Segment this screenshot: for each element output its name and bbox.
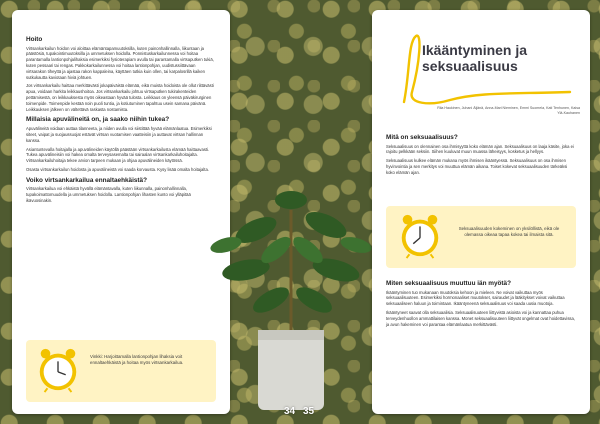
paragraph: Apuvälineitä voidaan auttaa tilanneeta, ja niiden avulla voi siistittää hyvää elämänlaatua. Esimerkiksi siteet, vaipat ja suojaussuojat estävät virtsan vuotamisen vaatteisiin ja auttavat virtsan hallinnan kanssa. <box>26 126 212 143</box>
paragraph: Jos virtsankarkailu haittaa merkittävästi jokapäiväistä elämää, eikä muista hoidoista ole ollut riittävästi apua, voidaan harkita leikkaushoitoa. Jos virtsankarkailu johtuu virtsaputken tukirakenteiden pettämisestä, on leikkauksesta myös oikeastaan hyvää tulosta. Leikkaus on yleensä päiväkirurginen toimenpide. Toimenpide kestää noin puoli tuntia, ja kotiutuminen tapahtuu usein samana päivänä. Leikkauksen jälkeen on vältettävä raskasta nostamista. <box>26 83 214 112</box>
info-caption: Seksuaalisuuden kokeminen on yksilöllistä, eikä ole olemassa oikeaa tapaa kokea tai ilmaista sitä. <box>458 226 560 238</box>
paragraph: Osasta virtsankarkailun hoidosta ja apuvälineistä voi saada korvausta. Kysy lisää omalta hoitajalta. <box>26 166 209 172</box>
article-authors: Riia Haukinen, Juhani Äijänä, Anna-Mari Nieminen, Emmi Suomela, Kati Tenhunen, Kaisa Ylä-Kauhanen <box>437 106 580 116</box>
paragraph: Seksuaalisuus on olennainen osa ihmisyyttä koko elämän ajan. Seksuaalisuus on laaja käsite, joka ei rajoitu pelkkään seksiin. Siihen kuuluvat muun muassa läheisyys, kosketus ja hellyys. <box>386 143 574 155</box>
heading-mita-on: Mitä on seksuaalisuus? <box>386 134 458 141</box>
right-page <box>372 10 590 414</box>
heading-miten-muuttuu: Miten seksuaalisuus muuttuu iän myötä? <box>386 280 511 287</box>
paragraph: Virtsankarkailun hoidon voi aloittaa elämäntapamuutoksilla, kuten painonhallinnalla, liikuntaan ja päästösiä, tupakointimuutoksilla ja ummetuksen hoidolla. Ponnistuskarkailunnessa voi hoitaa parantamalla lantionpohjalihaksia esimerkiksi fysioterapiam avulla tai parantamalla virtsaputken tukiä, kuten pessaari tai rengas. Pakkokarkailunnessa voi hoitaa lantionpohjan, uudistussiittävaan virtsarakon tiheyttä ja ajastaa rakon kappaleina, käyttäen tutkia kuin ollen, tai karpalosrillä kaiken sutkukautta kaviotaan hiviä johtuen. <box>26 45 214 80</box>
page-number-right: 35 <box>303 406 315 417</box>
right-page-text-bottom <box>386 276 576 330</box>
page-number-left: 34 <box>284 406 296 417</box>
left-page-text <box>26 32 216 207</box>
plant-illustration <box>196 170 386 420</box>
info-box <box>386 206 576 268</box>
article-title: Ikääntyminen ja seksuaalisuus <box>422 42 528 75</box>
paragraph: Asiantuntevalla hoitajalla ja apuvälineiden käytöllä päästään virtsankarkailusta elämää haittaavasti. Tukea apuvälineisiin voi hakea omalta terveysasemalta tai sairaalan virtsankarkailuhoitajalta. Virtsankarkailuhoitaja tekee arvion tarpeen mukaan ja ohjaa apuvälineiden käytössä. <box>26 146 210 164</box>
alarm-clock-icon <box>396 212 444 260</box>
paragraph: Ikääntyminen tuo mukanaan muutoksia kehoon ja mieleen. Ne voivat vaikuttaa myös seksuaalisuuteen. Esimerkiksi hormonaaliset muutokset, sairaudet ja lääkitykset voivat vaikuttaa seksuaaliseen haluun ja toimintaan. Ikääntyneenä seksuaalisuus voi saada uusia muotoja. <box>386 289 565 307</box>
alarm-clock-icon <box>34 346 82 394</box>
paragraph: Ikääntyneet saavat olla seksuaalisia. Seksuaalisuuteen liittyvistä asioista voi ja kannattaa puhua terveydenhuollon ammattilaisen kanssa. Monet seksuaalisuuteen liittyvät ongelmat ovat hoidettavissa, ja avun hakeminen voi parantaa elämänlaatua merkittävästi. <box>386 310 576 327</box>
paragraph: Virtsankarkailua voi ehkäistä hyvällä elämäntavalla, kuten liikunnalla, painonhallinnalla, tupakoimattomuudella ja ummetuksen hoidolla. Lantionpohjan lihasten kunto voi ylläpitää ikävuosinakin. <box>26 186 191 203</box>
tip-box <box>26 340 216 402</box>
heading-apuvalineet: Millaisia apuvälineitä on, ja saako niihin tukea? <box>26 116 170 124</box>
paragraph: Seksuaalisuus kulkee elämän mukana myös ihmisen ikääntyessä. Seksuaalisuus on osa ihmisen hyvinvointia ja sen merkitys voi muuttua elämän aikana. Toiset kokevat seksuaalisuuden tärkeäksi koko elämän ajan. <box>386 158 568 175</box>
heading-hoito: Hoito <box>26 36 43 43</box>
tip-caption: Vinkki: Harjoittamalla lantionpohjan lihaksia voit ennaltaehkäistä ja hoitaa myös virtsankarkailua. <box>90 354 184 366</box>
heading-ennaltaehkaisy: Voiko virtsankarkailua ennaltaehkäistä? <box>26 176 148 184</box>
right-page-text-top <box>386 130 576 179</box>
